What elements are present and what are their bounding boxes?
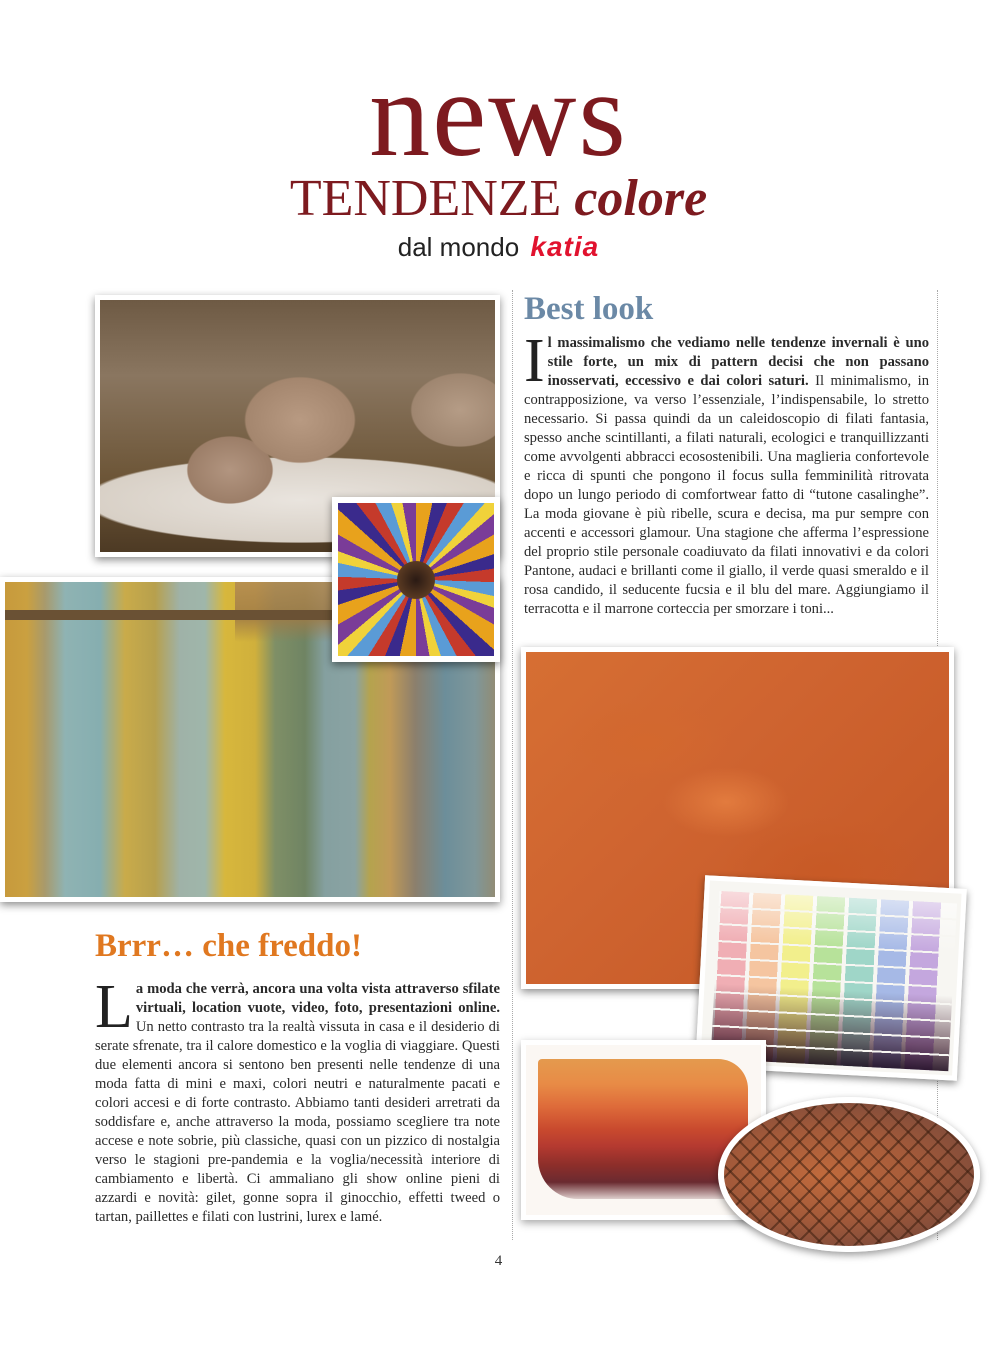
dal-mondo-text: dal mondo <box>397 232 520 262</box>
column-divider-left <box>512 290 513 1240</box>
photo-terracotta-tiles <box>718 1097 980 1252</box>
dropcap-best-look: I <box>524 327 545 395</box>
dropcap-brrr: L <box>95 973 133 1041</box>
tendenze-word: TENDENZE <box>289 170 562 227</box>
heading-brrr: Brrr… che freddo! <box>95 928 362 964</box>
page-number: 4 <box>494 1253 503 1269</box>
watercolor-band <box>538 1059 748 1199</box>
heading-best-look: Best look <box>524 291 654 327</box>
katia-logo: katia <box>530 231 600 262</box>
photo-kaleidoscope <box>332 497 500 662</box>
lead-brrr: a moda che verrà, ancora una volta vista attraverso sfilate virtuali, location vuote, video, foto, presentazioni online. <box>135 981 500 1016</box>
lead-best-look: l massimalismo che vediamo nelle tendenze invernali è uno stile forte, un mix di pattern decisi che non passano inosservati, eccessivo e dai colori saturi. <box>547 335 929 389</box>
kaleidoscope-center <box>394 558 438 602</box>
body-brrr: Un netto contrasto tra la realtà vissuta in casa e il desiderio di serate sfrenate, tra il calore domestico e la voglia di viaggiare. Questi due elementi ancora si sentono ben presenti nelle tendenze di una moda fatta di mini e maxi, colori neutri e naturalmente pacati e colori accesi e di forte contrasto. Abbiamo tanti desideri arretrati da soddisfare e, anche attraverso la moda, possiamo scegliere tra note accese e note sobrie, più classiche, quasi con un pizzico di nostalgia verso le stagioni pre-pandemia e la voglia/necessità interiore di cambiamento e libertà. Ci ammaliano gli show online pieni di azzardi e novità: gilet, gonne sopra il ginocchio, effetti tweed o tartan, paillettes e filati con lustrini, lurex e lamé. <box>95 1019 500 1225</box>
article-brrr <box>95 973 500 1227</box>
byline <box>0 232 997 262</box>
article-best-look <box>524 327 929 619</box>
masthead-subtitle <box>0 170 997 228</box>
masthead-news: news <box>369 47 628 182</box>
colore-word: colore <box>574 170 708 227</box>
body-best-look: Il minimalismo, in contrapposizione, va verso l’essenziale, l’indispensabile, lo stretto necessario. Si passa quindi da un caleidoscopio di filati fantasia, spesso anche scintillanti, a filati naturali, ecologici e tranquillizzanti come avvolgenti abbracci ecosostenibili. Una maglieria confortevole e ricca di spunti che pongono il focus sulla femminilità ritrovata dopo un lungo periodo di comfortwear fatto di “tutone casalinghe”. La moda giovane è più ribelle, scura e decisa, ma pur sempre con accenti e accessori glamour. Una stagione che afferma l’espressione del proprio stile personale coadiuvato da filati innovativi e da colori Pantone, audaci e brillanti come il giallo, il verde quasi smeraldo e il rosa candido, il seducente fucsia e il blu del mare. Aggiungiamo il terracotta e il marrone corteccia per smorzare i toni... <box>524 373 929 617</box>
